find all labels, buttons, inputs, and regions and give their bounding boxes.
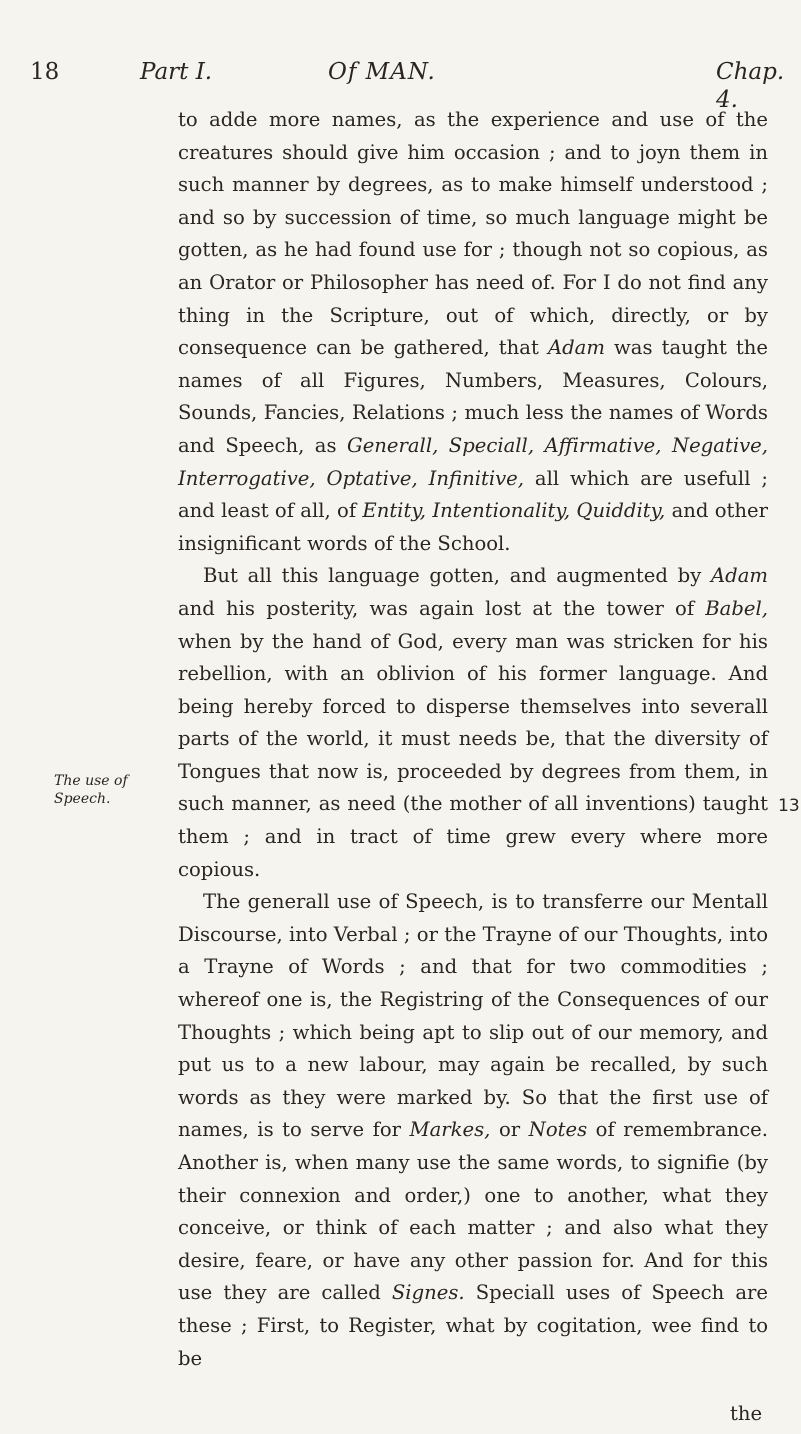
text-run: was taught the names of all Figures, Numbers, Measures, Colours, Sounds, Fancies, Relations ; much less the names of Words and Speech, as xyxy=(178,336,768,457)
italic-run: Notes xyxy=(528,1118,588,1142)
text-run: or xyxy=(490,1118,529,1142)
text-run: all which are usefull ; and least of all, of xyxy=(178,466,768,523)
italic-run: Babel, xyxy=(705,596,768,620)
catchword: the xyxy=(730,1402,763,1425)
marginal-note-line: Speech. xyxy=(54,791,111,807)
original-page-number: 13 xyxy=(778,796,800,816)
text-run: The generall use of Speech, is to transferre our Mentall Discourse, into Verbal ; or the Trayne of our Thoughts, into a Trayne of Words ; and that for two commodities ; whereof one is, the Registring of the Consequences of our Thoughts ; which being apt to slip out of our memory, and put us to a new labour, may again be recalled, by such words as they were marked by. So that the first use of names, is to serve for xyxy=(178,890,768,1142)
paragraph-3 xyxy=(178,886,768,1375)
italic-run: Markes, xyxy=(409,1118,491,1142)
italic-run: Entity, Intentionality, Quiddity, xyxy=(362,499,666,523)
text-run: But all this language gotten, and augmented by xyxy=(203,564,712,588)
italic-run: Adam xyxy=(711,564,768,588)
running-head-title: Of MAN. xyxy=(328,59,436,85)
running-head-chapter: Chap. 4. xyxy=(716,59,785,113)
italic-run: Generall, Speciall, Affirmative, Negative, Interrogative, Optative, Infinitive, xyxy=(178,433,768,490)
text-run: when by the hand of God, every man was stricken for his rebellion, with an oblivion of his former language. And being hereby forced to disperse themselves into severall parts of the world, it must needs be, that the diversity of Tongues that now is, proceeded by degrees from them, in such manner, as need (the mother of all inventions) taught them ; and in tract of time grew every where more copious. xyxy=(178,629,768,881)
marginal-note-line: The use of xyxy=(54,773,128,789)
italic-run: Signes. xyxy=(391,1281,465,1305)
italic-run: Adam xyxy=(547,336,605,360)
paragraph-2 xyxy=(178,560,768,886)
text-run: Speciall uses of Speech are these ; First, to Register, what by cogitation, wee find to be xyxy=(178,1281,768,1370)
marginal-note xyxy=(54,772,164,808)
body-text xyxy=(178,104,768,1375)
page-header xyxy=(0,58,801,113)
text-run: of remembrance. Another is, when many use the same words, to signifie (by their connexion and order,) one to another, what they conceive, or think of each matter ; and also what they desire, feare, or have any other passion for. And for this use they are called xyxy=(178,1118,768,1305)
text-run: and other insignificant words of the School. xyxy=(178,499,769,555)
page-number: 18 xyxy=(30,59,60,85)
text-run: to adde more names, as the experience and use of the creatures should give him occasion ; and to joyn them in such manner by degrees, as to make himself understood ; and so by succession of time, so much language might be gotten, as he had found use for ; though not so copious, as an Orator or Philosopher has need of. For I do not find any thing in the Scripture, out of which, directly, or by consequence can be gathered, that xyxy=(178,108,768,360)
running-head-part: Part I. xyxy=(140,59,213,85)
text-run: and his posterity, was again lost at the tower of xyxy=(178,596,706,620)
paragraph-1 xyxy=(178,104,768,560)
